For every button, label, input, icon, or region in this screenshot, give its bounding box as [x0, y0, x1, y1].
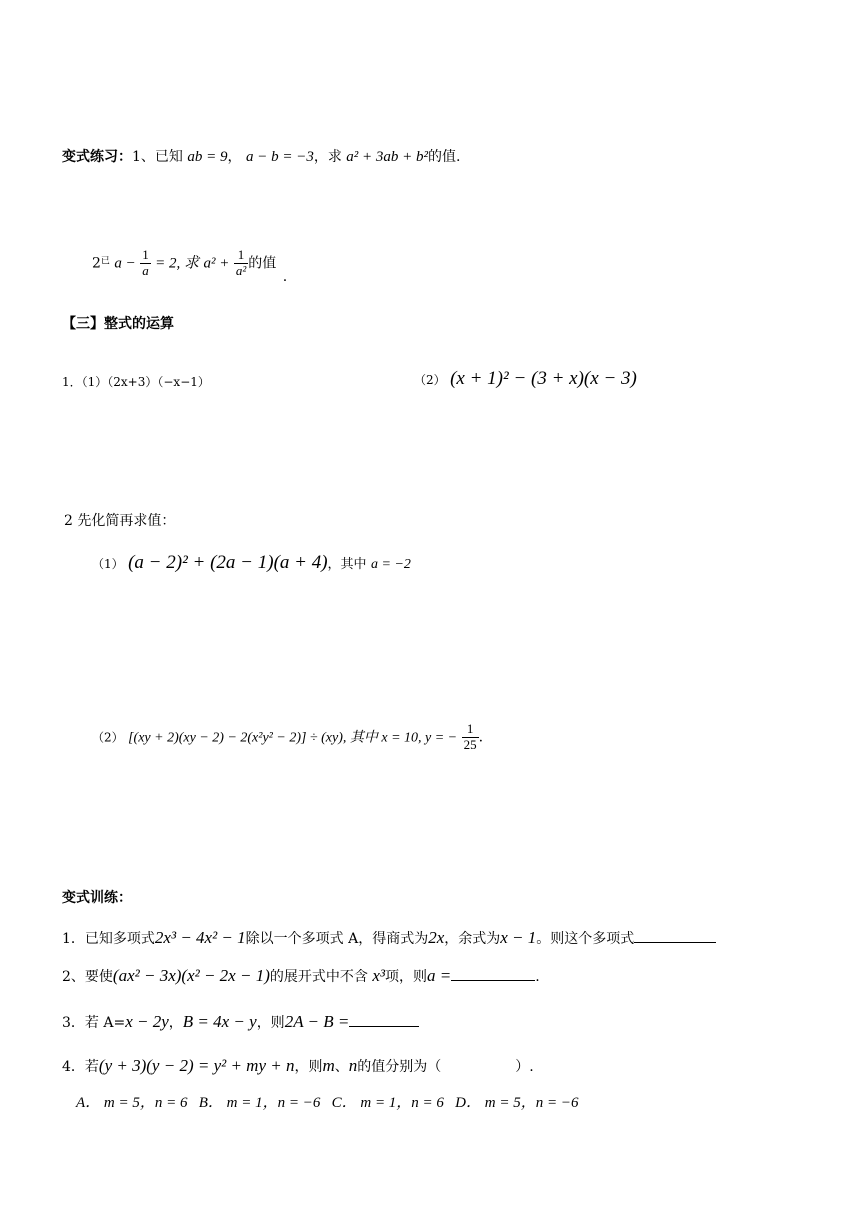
trailing-period: .: [282, 269, 288, 286]
fraction-1-over-a: [140, 248, 151, 279]
training-4-text-b: ，则: [294, 1059, 323, 1075]
question-1-label: 1．（1）: [62, 375, 108, 389]
answer-blank[interactable]: [634, 928, 716, 943]
trailing-period: .: [478, 729, 484, 746]
training-item-3: [62, 1012, 419, 1032]
training-3-text-a: 3．若 A=: [62, 1015, 126, 1031]
training-item-1: [62, 928, 716, 948]
training-4-expression: (y + 3)(y − 2) = y² + my + n: [98, 1056, 295, 1075]
fraction-numerator: 1: [142, 247, 149, 262]
practice-text: 1、已知: [132, 149, 183, 165]
practice-tail: 的值.: [428, 149, 461, 165]
training-4-options: [76, 1094, 578, 1112]
expr-a-squared: a² +: [203, 255, 230, 272]
question-2-title: 2 先化简再求值：: [64, 513, 176, 529]
training-4-m: m: [322, 1056, 335, 1075]
training-2-text-b: 的展开式中不含: [269, 969, 368, 985]
training-3-b-value: B = 4x − y: [182, 1012, 257, 1031]
fraction-denominator: 25: [463, 736, 477, 752]
training-4-text-d: ）.: [515, 1059, 534, 1075]
garbled-glyph: 已: [100, 256, 110, 267]
training-4-text-c: 的值分别为（: [357, 1059, 442, 1075]
fraction-numerator: 1: [234, 248, 248, 264]
separator: ，求: [313, 149, 342, 165]
question-2-part-2: [92, 722, 483, 753]
practice-line-2: [92, 248, 287, 286]
training-1-text-d: 。则这个多项式: [536, 931, 635, 947]
condition-2: a − b = −3: [245, 149, 314, 165]
question-2-expr-2: [(xy + 2)(xy − 2) − 2(x²y² − 2)] ÷ (xy), 其中 x = 10, y = −: [128, 730, 458, 746]
practice-line-1: [62, 148, 460, 166]
expr-a: a −: [114, 255, 136, 272]
fraction-denominator: a: [142, 262, 149, 278]
question-2-label-1: （1）: [92, 557, 124, 571]
section-title: 【三】整式的运算: [62, 316, 174, 332]
training-3-text-c: ，则: [256, 1015, 285, 1031]
answer-blank[interactable]: [349, 1012, 419, 1027]
question-2-expr-1: (a − 2)² + (2a − 1)(a + 4): [128, 552, 328, 573]
expr-tail: 的值: [248, 255, 277, 272]
fraction-1-over-a2: [234, 248, 248, 279]
training-1-text-a: 1．已知多项式: [62, 931, 155, 947]
question-1-expr-2: (x + 1)² − (3 + x)(x − 3): [450, 368, 637, 389]
training-1-polynomial: 2x³ − 4x² − 1: [154, 928, 246, 947]
item-number: 2: [92, 255, 101, 272]
training-3-expression: 2A − B =: [284, 1012, 350, 1031]
question-1-part-1: [62, 374, 210, 391]
question-1-part-2: [414, 368, 637, 391]
condition-1: ab = 9: [187, 149, 228, 165]
fraction-denominator: a²: [235, 262, 247, 278]
question-2-part-1: [92, 552, 411, 575]
question-1-expr: （2x+3）（−x−1）: [107, 375, 210, 389]
expr-mid: = 2, 求: [155, 255, 200, 272]
trailing-period: .: [535, 969, 540, 985]
training-2-text-c: 项，则: [384, 969, 427, 985]
question-1-label-2: （2）: [414, 373, 446, 387]
training-3-a-value: x − 2y: [125, 1012, 169, 1031]
fraction-1-over-25: [462, 722, 479, 753]
training-4-n: n: [348, 1056, 358, 1075]
answer-blank[interactable]: [451, 966, 535, 981]
target-expression: a² + 3ab + b²: [346, 149, 429, 165]
training-2-term: x³: [372, 966, 385, 985]
training-title: 变式训练：: [62, 890, 132, 906]
training-1-text-b: 除以一个多项式 A，得商式为: [245, 931, 429, 947]
answer-options: A． m = 5，n = 6 B． m = 1，n = −6 C． m = 1，n = 6 D． m = 5，n = −6: [76, 1095, 579, 1111]
training-item-4: [62, 1056, 534, 1076]
separator: ，: [227, 149, 242, 165]
question-2-value: a = −2: [371, 557, 411, 572]
training-4-text-a: 4．若: [62, 1059, 99, 1075]
question-2-cond: ，其中: [327, 557, 367, 572]
training-item-2: [62, 966, 540, 986]
training-1-text-c: ，余式为: [444, 931, 501, 947]
separator: ，: [168, 1015, 183, 1031]
fraction-numerator: 1: [462, 722, 479, 738]
training-2-variable: a =: [426, 966, 452, 985]
separator: 、: [334, 1059, 349, 1075]
training-1-quotient: 2x: [428, 928, 445, 947]
question-2-label-2: （2）: [92, 730, 124, 745]
training-2-expression: (ax² − 3x)(x² − 2x − 1): [112, 966, 270, 985]
training-1-remainder: x − 1: [500, 928, 537, 947]
practice-prefix: 变式练习：: [62, 149, 132, 165]
training-2-text-a: 2、要使: [62, 969, 113, 985]
